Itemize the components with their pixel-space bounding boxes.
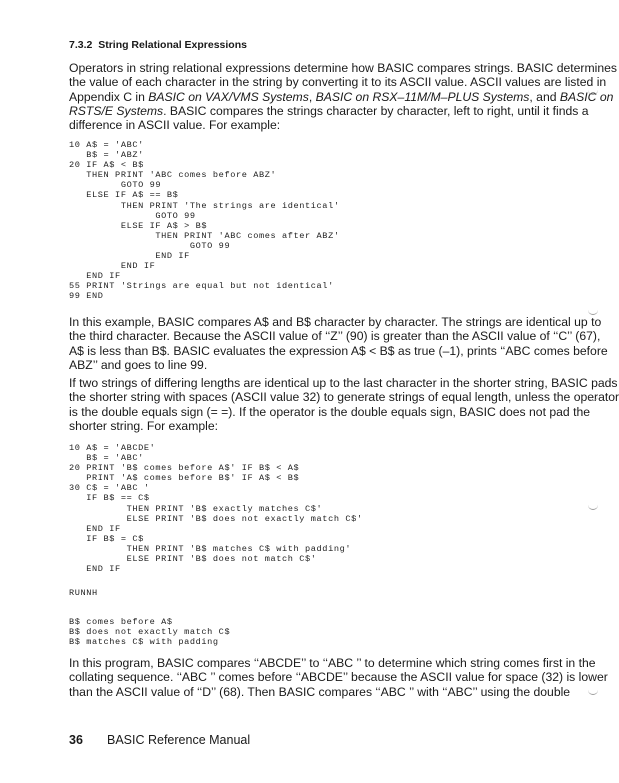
output-line: B$ does not exactly match C$: [69, 627, 231, 638]
manual-title: BASIC Reference Manual: [107, 733, 251, 747]
code-line: ELSE IF A$ > B$: [69, 220, 208, 231]
paragraph-line: [69, 329, 601, 344]
paragraph-line: [69, 89, 614, 104]
code-line: IF B$ == C$: [69, 493, 150, 504]
paragraph-line: [69, 343, 608, 358]
code-line: END IF: [69, 564, 121, 575]
code-line: 20 PRINT 'B$ comes before A$' IF B$ < A$: [69, 463, 300, 474]
text-run: is the double equals sign (= =). If the operator is the double equals sign, BASIC does not pad the: [69, 404, 591, 419]
paragraph-line: [69, 390, 619, 405]
section-heading: 7.3.2 String Relational Expressions: [69, 39, 247, 51]
code-line: GOTO 99: [69, 180, 162, 191]
text-run: the third character. Because the ASCII value of ‘‘Z’’ (90) is greater than the ASCII value of ‘‘C’’ (67),: [69, 329, 601, 344]
page-footer: [69, 733, 581, 747]
text-run: collating sequence. ‘‘ABC ’’ comes before ‘‘ABCDE’’ because the ASCII value for space (32) is lower: [69, 670, 608, 685]
paragraph-line: [69, 75, 607, 90]
code-line: 10 A$ = 'ABCDE': [69, 443, 156, 453]
code-line: THEN PRINT 'B$ exactly matches C$': [69, 503, 323, 514]
text-run: . BASIC compares the strings character by character, left to right, until it finds a: [163, 103, 589, 118]
text-run: ABZ’’ and goes to line 99.: [69, 357, 208, 372]
text-run: difference in ASCII value. For example:: [69, 118, 281, 133]
code-line: ELSE PRINT 'B$ does not match C$': [69, 554, 317, 565]
text-run: In this example, BASIC compares A$ and B$ character by character. The strings are identical up to: [69, 315, 602, 329]
text-run: shorter string. For example:: [69, 418, 219, 433]
text-run: A$ is less than B$. BASIC evaluates the expression A$ < B$ as true (–1), prints ‘‘ABC comes before: [69, 343, 608, 358]
paragraph: [69, 61, 617, 133]
code-line: PRINT 'A$ comes before B$' IF A$ < B$: [69, 473, 300, 484]
code-line: THEN PRINT 'ABC comes after ABZ': [69, 230, 340, 241]
code-line: THEN PRINT 'The strings are identical': [69, 200, 340, 211]
text-run: the shorter string with spaces (ASCII value 32) to generate strings of equal length, unless the operator: [69, 390, 619, 405]
code-line: GOTO 99: [69, 240, 231, 251]
paragraph-line: [69, 103, 589, 118]
page-number: 36: [69, 733, 83, 747]
paragraph-line: [69, 61, 617, 75]
margin-mark: [588, 505, 598, 510]
paragraph: [69, 656, 608, 699]
code-line: END IF: [69, 251, 190, 262]
paragraph-line: [69, 376, 618, 390]
code-line: ELSE IF A$ == B$: [69, 190, 179, 201]
output-line: B$ matches C$ with padding: [69, 637, 219, 648]
paragraph-line: [69, 315, 602, 329]
code-line: 10 A$ = 'ABC': [69, 140, 144, 150]
code-line: B$ = 'ABC': [69, 453, 144, 464]
paragraph: [69, 376, 619, 433]
text-run: , and: [529, 89, 560, 104]
book-title-italic: RSTS/E Systems: [69, 103, 164, 118]
paragraph: [69, 315, 608, 372]
code-line: IF B$ = C$: [69, 533, 144, 544]
code-line: END IF: [69, 523, 121, 534]
run-command: RUNNH: [69, 588, 98, 598]
code-line: GOTO 99: [69, 210, 196, 221]
paragraph-line: [69, 118, 581, 132]
code-line: THEN PRINT 'B$ matches C$ with padding': [69, 543, 352, 554]
book-title-italic: BASIC on VAX/VMS Systems: [148, 89, 309, 104]
paragraph-line: [69, 404, 591, 419]
program-output: [69, 617, 581, 647]
text-run: ,: [308, 89, 316, 104]
code-example: [69, 140, 581, 302]
code-line: 30 C$ = 'ABC ': [69, 483, 150, 494]
paragraph-line: [69, 670, 608, 685]
output-line: B$ comes before A$: [69, 617, 173, 627]
code-line: ELSE PRINT 'B$ does not exactly match C$': [69, 513, 363, 524]
code-line: 99 END: [69, 291, 104, 302]
code-line: 20 IF A$ < B$: [69, 160, 144, 171]
margin-mark: [588, 690, 598, 695]
code-example: [69, 443, 581, 574]
code-line: B$ = 'ABZ': [69, 150, 144, 161]
paragraph-line: [69, 358, 581, 372]
code-line: THEN PRINT 'ABC comes before ABZ': [69, 170, 277, 181]
book-title-italic: BASIC on RSX–11M/M–PLUS Systems: [315, 89, 530, 104]
paragraph-line: [69, 419, 581, 433]
text-run: If two strings of differing lengths are identical up to the last character in the shorter string, BASIC pads: [69, 376, 618, 390]
text-run: Appendix C in: [69, 89, 149, 104]
code-line: END IF: [69, 261, 156, 272]
paragraph-line: [69, 685, 581, 699]
text-run: the value of each character in the string by converting it to its ASCII value. ASCII values are listed in: [69, 75, 607, 90]
book-title-italic: BASIC on: [559, 89, 614, 104]
text-run: In this program, BASIC compares ‘‘ABCDE’’ to ‘‘ABC ’’ to determine which string comes first in the: [69, 656, 596, 670]
code-line: 55 PRINT 'Strings are equal but not identical': [69, 281, 334, 292]
paragraph-line: [69, 656, 596, 670]
text-run: Operators in string relational expressions determine how BASIC compares strings. BASIC determines: [69, 61, 617, 75]
text-run: than the ASCII value of ‘‘D’’ (68). Then BASIC compares ‘‘ABC ’’ with ‘‘ABC’’ using the double: [69, 684, 571, 699]
code-line: END IF: [69, 271, 121, 282]
